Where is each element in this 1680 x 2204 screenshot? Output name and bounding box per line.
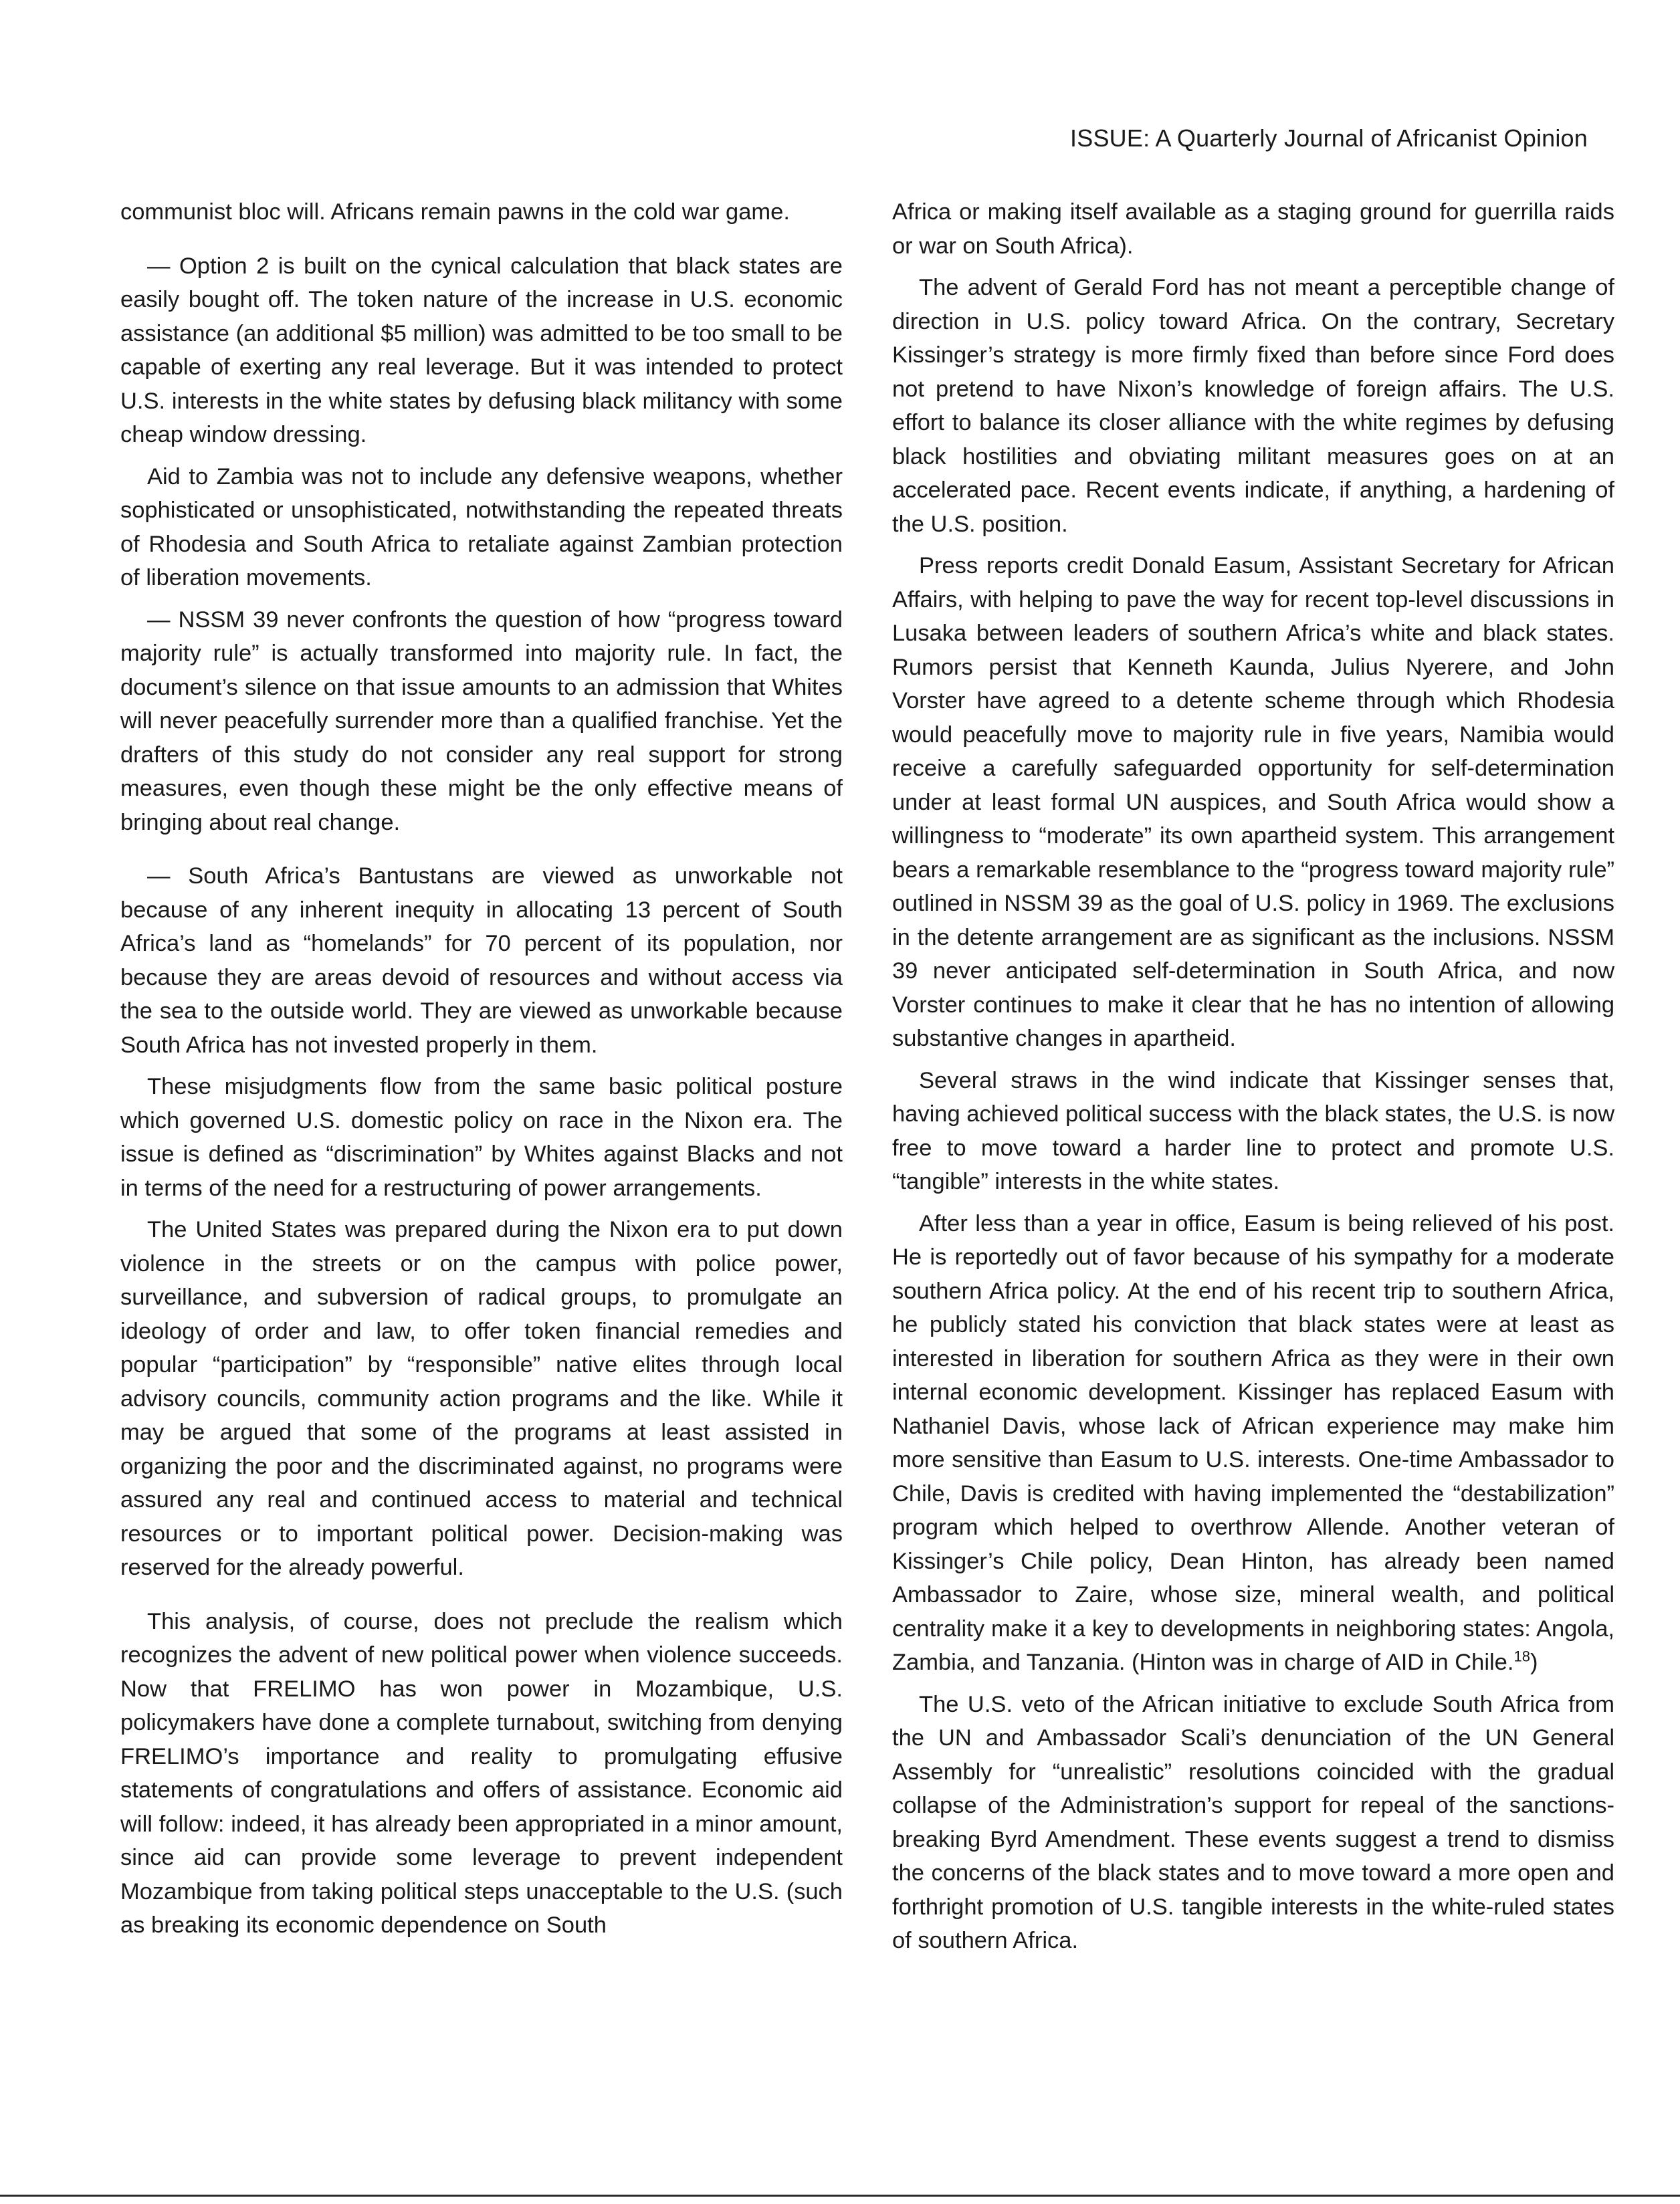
paragraph-text: ) xyxy=(1530,1650,1538,1675)
footnote-marker: 18 xyxy=(1513,1648,1530,1665)
paragraph: Africa or making itself available as a staging ground for guerrilla raids or war on South Africa). xyxy=(892,199,1614,259)
page-bottom-rule xyxy=(0,2195,1680,2197)
paragraph: — South Africa’s Bantustans are viewed as unworkable not because of any inherent inequity in allocating 13 percent of South Africa’s land as “homelands” for 70 percent of its population, nor because they are areas devoid of resources and without access via the sea to the outside world. They are viewed as unworkable because South Africa has not invested properly in them. xyxy=(120,863,843,1058)
journal-header: ISSUE: A Quarterly Journal of Africanist Opinion xyxy=(1070,124,1588,152)
paragraph: This analysis, of course, does not preclude the realism which recognizes the advent of new political power when violence succeeds. Now that FRELIMO has won power in Mozambique, U.S. policymakers have done a complete turnabout, switching from denying FRELIMO’s importance and reality to promulgating effusive statements of congratulations and offers of assistance. Economic aid will follow: indeed, it has already been appropriated in a minor amount, since aid can provide some leverage to prevent independent Mozambique from taking political steps unacceptable to the U.S. (such as breaking its economic dependence on South xyxy=(120,1608,843,1938)
paragraph: Press reports credit Donald Easum, Assistant Secretary for African Affairs, with helping to pave the way for recent top-level discussions in Lusaka between leaders of southern Africa’s white and black states. Rumors persist that Kenneth Kaunda, Julius Nyerere, and John Vorster have agreed to a detente scheme through which Rhodesia would peacefully move to majority rule in five years, Namibia would receive a carefully safeguarded opportunity for self-determination under at least formal UN auspices, and South Africa would show a willingness to “moderate” its own apartheid system. This arrangement bears a remarkable resemblance to the “progress toward majority rule” outlined in NSSM 39 as the goal of U.S. policy in 1969. The exclusions in the detente arrangement are as significant as the inclusions. NSSM 39 never anticipated self-determination in South Africa, and now Vorster continues to make it clear that he has no intention of allowing substantive changes in apartheid. xyxy=(892,553,1614,1051)
paragraph: The United States was prepared during the Nixon era to put down violence in the streets or on the campus with police power, surveillance, and subversion of radical groups, to promulgate an ideology of order and law, to offer token financial remedies and popular “participation” by “responsible” native elites through local advisory councils, community action programs and the like. While it may be argued that some of the programs at least assisted in organizing the poor and the discriminated against, no programs were assured any real and continued access to material and technical resources or to important political power. Decision-making was reserved for the already powerful. xyxy=(120,1217,843,1580)
paragraph xyxy=(892,1207,1614,1680)
paragraph-text: After less than a year in office, Easum is being relieved of his post. He is reportedly out of favor because of his sympathy for a moderate southern Africa policy. At the end of his recent trip to southern Africa, he publicly stated his conviction that black states were at least as interested in liberation for southern Africa as they were in their own internal economic development. Kissinger has replaced Easum with Nathaniel Davis, whose lack of African experience may make him more sensitive than Easum to U.S. interests. One-time Ambassador to Chile, Davis is credited with having implemented the “destabilization” program which helped to overthrow Allende. Another veteran of Kissinger’s Chile policy, Dean Hinton, has already been named Ambassador to Zaire, whose size, mineral wealth, and political centrality make it a key to developments in neighboring states: Angola, Zambia, and Tanzania. (Hinton was in charge of AID in Chile. xyxy=(892,1210,1614,1675)
paragraph: Aid to Zambia was not to include any defensive weapons, whether sophisticated or unsophisticated, notwithstanding the repeated threats of Rhodesia and South Africa to retaliate against Zambian protection of liberation movements. xyxy=(120,463,843,590)
paragraph: These misjudgments flow from the same basic political posture which governed U.S. domestic policy on race in the Nixon era. The issue is defined as “discrimination” by Whites against Blacks and not in terms of the need for a restructuring of power arrangements. xyxy=(120,1074,843,1201)
paragraph: The advent of Gerald Ford has not meant a perceptible change of direction in U.S. policy toward Africa. On the contrary, Secretary Kissinger’s strategy is more firmly fixed than before since Ford does not pretend to have Nixon’s knowledge of foreign affairs. The U.S. effort to balance its closer alliance with the white regimes by defusing black hostilities and obviating militant measures goes on at an accelerated pace. Recent events indicate, if anything, a hardening of the U.S. position. xyxy=(892,275,1614,537)
right-column xyxy=(892,195,1614,1966)
paragraph: — Option 2 is built on the cynical calculation that black states are easily bought off. The token nature of the increase in U.S. economic assistance (an additional $5 million) was admitted to be too small to be capable of exerting any real leverage. But it was intended to protect U.S. interests in the white states by defusing black militancy with some cheap window dressing. xyxy=(120,253,843,447)
left-column xyxy=(120,195,843,1951)
paragraph: — NSSM 39 never confronts the question of how “progress toward majority rule” is actually transformed into majority rule. In fact, the document’s silence on that issue amounts to an admission that Whites will never peacefully surrender more than a qualified franchise. Yet the drafters of this study do not consider any real support for strong measures, even though these might be the only effective means of bringing about real change. xyxy=(120,607,843,835)
paragraph: Several straws in the wind indicate that Kissinger senses that, having achieved political success with the black states, the U.S. is now free to move toward a harder line to protect and promote U.S. “tangible” interests in the white states. xyxy=(892,1067,1614,1194)
paragraph: The U.S. veto of the African initiative to exclude South Africa from the UN and Ambassador Scali’s denunciation of the UN General Assembly for “unrealistic” resolutions coincided with the gradual collapse of the Administration’s support for repeal of the sanctions-breaking Byrd Amendment. These events suggest a trend to dismiss the concerns of the black states and to move toward a more open and forthright promotion of U.S. tangible interests in the white-ruled states of southern Africa. xyxy=(892,1691,1614,1953)
paragraph: communist bloc will. Africans remain pawns in the cold war game. xyxy=(120,199,790,225)
